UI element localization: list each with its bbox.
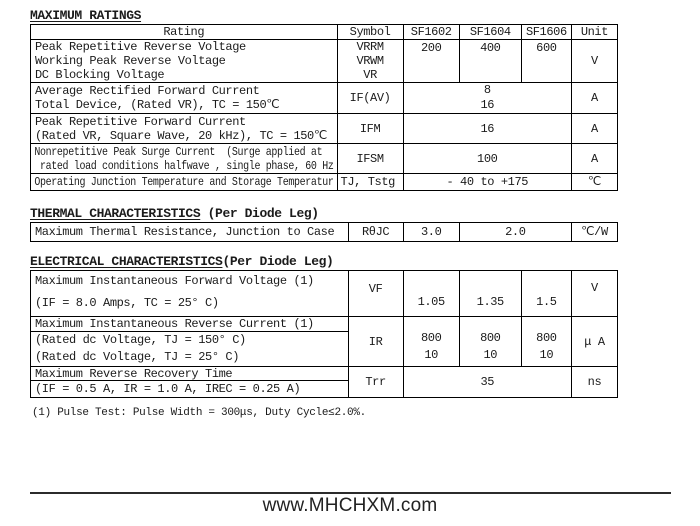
cell-rating-trr [31, 367, 349, 398]
symbol-vrrm: VRRM [356, 40, 384, 54]
rating-line: Maximum Instantaneous Forward Voltage (1) [35, 274, 314, 288]
row-surge-current [31, 144, 618, 174]
cell-value-trr: 35 [403, 367, 571, 398]
value-line: 10 [539, 348, 554, 362]
cell-symbol-ifm: IFM [337, 114, 403, 144]
rating-line: Maximum Instantaneous Reverse Current (1) [31, 317, 348, 332]
cell-value-sf1606: 1.5 [521, 271, 571, 317]
footer-divider [30, 492, 671, 494]
cell-symbol-rthjc: RθJC [348, 223, 403, 242]
rating-line: Working Peak Reverse Voltage [35, 54, 226, 68]
cell-symbol-reverse-voltage [337, 40, 403, 83]
cell-unit-celsius: ℃ [571, 174, 617, 191]
row-junction-temperature [31, 174, 618, 191]
title-text: THERMAL CHARACTERISTICS [30, 206, 201, 221]
thermal-table [30, 222, 618, 242]
cell-unit-nanoseconds: ns [571, 367, 617, 398]
cell-value-tj-tstg: - 40 to +175 [403, 174, 571, 191]
title-text: ELECTRICAL CHARACTERISTICS [30, 254, 223, 269]
electrical-table [30, 270, 618, 398]
cell-value-sf1604 [459, 317, 521, 367]
cell-rating-ifm [31, 114, 338, 144]
rating-line: rated load conditions halfwave , single phase, 60 Hz [34, 158, 334, 173]
row-repetitive-forward-current [31, 114, 618, 144]
cell-value-sf1604-sf1606: 2.0 [459, 223, 571, 242]
rating-line: (IF = 8.0 Amps, TC = 25° C) [35, 296, 219, 310]
cell-symbol-tj-tstg: TJ, Tstg [337, 174, 403, 191]
cell-value-sf1602: 200 [403, 40, 459, 83]
footer-url[interactable]: www.MHCHXM.com [262, 495, 438, 516]
cell-rating-vf [31, 271, 349, 317]
cell-value-sf1604: 1.35 [459, 271, 521, 317]
cell-unit-amps: A [571, 144, 617, 174]
rating-line: Maximum Thermal Resistance, Junction to Case [35, 225, 335, 239]
cell-value-sf1602 [403, 317, 459, 367]
cell-unit-volts: V [571, 271, 617, 317]
pulse-test-footnote: (1) Pulse Test: Pulse Width = 300μs, Duty Cycle≤2.0%. [32, 407, 366, 419]
cell-symbol-trr: Trr [348, 367, 403, 398]
cell-rating-tj-tstg [31, 174, 338, 191]
col-header-sf1604: SF1604 [459, 25, 521, 40]
cell-symbol-if-av: IF(AV) [337, 83, 403, 114]
value-line: 800 [420, 331, 442, 345]
rating-line: Peak Repetitive Reverse Voltage [35, 40, 246, 54]
row-thermal-resistance [31, 223, 618, 242]
rating-line: Maximum Reverse Recovery Time [31, 367, 348, 381]
row-average-forward-current [31, 83, 618, 114]
col-header-unit: Unit [571, 25, 617, 40]
col-header-rating: Rating [31, 25, 338, 40]
cell-symbol-ir: IR [348, 317, 403, 367]
value-line: 10 [483, 348, 498, 362]
title-suffix: (Per Diode Leg) [222, 254, 334, 269]
rating-line: Peak Repetitive Forward Current [35, 114, 246, 129]
cell-value-sf1606 [521, 317, 571, 367]
cell-value-ifm: 16 [403, 114, 571, 144]
max-ratings-header-row [31, 25, 618, 40]
section-title-maximum-ratings [30, 8, 141, 23]
cell-value-if-av [403, 83, 571, 114]
rating-line: (IF = 0.5 A, IR = 1.0 A, IREC = 0.25 A) [35, 382, 301, 396]
cell-symbol-ifsm: IFSM [337, 144, 403, 174]
symbol-vrwm: VRWM [356, 54, 384, 68]
row-reverse-current [31, 317, 618, 367]
value-line: 800 [480, 331, 501, 345]
rating-line: Total Device, (Rated VR), TC = 150℃ [35, 98, 280, 112]
cell-unit-microamps: μ A [571, 317, 617, 367]
cell-value-sf1604: 400 [459, 40, 521, 83]
title-text: MAXIMUM RATINGS [30, 8, 142, 23]
cell-rating-rthjc [31, 223, 349, 242]
cell-value-sf1606: 600 [521, 40, 571, 83]
cell-value-sf1602: 3.0 [403, 223, 459, 242]
cell-rating-ifsm [31, 144, 338, 174]
cell-unit-amps: A [571, 114, 617, 144]
rating-line: (Rated dc Voltage, TJ = 150° C) [35, 333, 246, 347]
rating-line: Nonrepetitive Peak Surge Current (Surge applied at [34, 144, 323, 159]
row-reverse-voltage [31, 40, 618, 83]
value-line: 16 [480, 98, 495, 112]
cell-rating-reverse-voltage [31, 40, 338, 83]
cell-value-sf1602: 1.05 [403, 271, 459, 317]
cell-unit-amps: A [571, 83, 617, 114]
rating-line: Average Rectified Forward Current [35, 84, 260, 98]
section-title-electrical [30, 254, 333, 269]
title-suffix: (Per Diode Leg) [200, 206, 319, 221]
row-reverse-recovery-time [31, 367, 618, 398]
max-ratings-table [30, 24, 618, 191]
rating-line: (Rated dc Voltage, TJ = 25° C) [35, 350, 240, 364]
value-line: 10 [424, 348, 438, 362]
value-line: 8 [483, 83, 491, 97]
cell-unit-celsius-per-watt: ℃/W [571, 223, 617, 242]
cell-value-ifsm: 100 [403, 144, 571, 174]
cell-rating-ir [31, 317, 349, 367]
rating-line: DC Blocking Voltage [35, 68, 165, 82]
rating-line: (Rated VR, Square Wave, 20 kHz), TC = 150℃ [35, 128, 327, 143]
col-header-sf1602: SF1602 [403, 25, 459, 40]
rating-line: Operating Junction Temperature and Storage Temperatur [34, 175, 334, 189]
value-line: 800 [536, 331, 557, 345]
row-forward-voltage [31, 271, 618, 317]
col-header-symbol: Symbol [337, 25, 403, 40]
cell-symbol-vf: VF [348, 271, 403, 317]
cell-unit-volts: V [571, 40, 617, 83]
cell-rating-if-av [31, 83, 338, 114]
col-header-sf1606: SF1606 [521, 25, 571, 40]
section-title-thermal [30, 206, 319, 221]
symbol-vr: VR [363, 68, 377, 82]
